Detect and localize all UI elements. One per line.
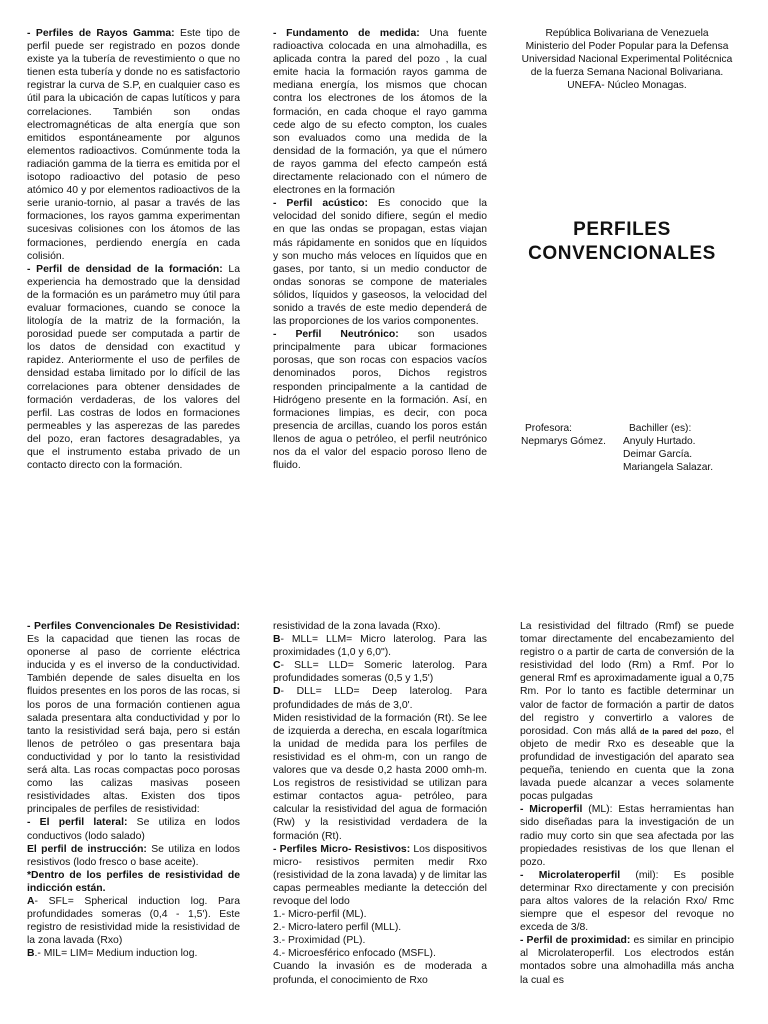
microlaterolog-heading: - Microlateroperfil xyxy=(520,869,621,881)
dll-paragraph xyxy=(273,685,487,711)
proximity-text: es similar en principio al Microlateroperfil. Los electrodos están montados sobre una almohadilla más ancha la cual es xyxy=(520,935,734,986)
column-3-bottom xyxy=(520,620,734,987)
header-line: Universidad Nacional Experimental Politécnica de la fuerza Semana Nacional Bolivariana. xyxy=(521,54,733,79)
mll-paragraph xyxy=(273,633,487,659)
student-name: Deimar García. xyxy=(623,449,693,461)
dll-letter: D xyxy=(273,686,281,698)
lateral-paragraph xyxy=(27,816,240,842)
institution-header xyxy=(520,27,734,92)
neutron-paragraph xyxy=(273,328,487,472)
induction-heading: *Dentro de los perfiles de resistividad de indicción están. xyxy=(27,869,240,894)
gamma-ray-text: Este tipo de perfil puede ser registrado en pozos donde existe ya la tubería de revestimiento o que no tienen esta tubería y donde no es satisfactorio registrar la curva de S.P, en cualquier caso es útil para la ubicación de capas lutíticos y para correlaciones. También son ondas electromagnéticas de alta energía que son emitidos espontáneamente por algunos elementos radioactivos. Comúnmente toda la radiación gamma de la tierra es emitida por el isotopo radioactivo del potasio de peso atómico 40 y por elementos radioactivos de la serie uranio-tornio, al pasar a través de las formaciones, los rayos gamma experimentan sucesivas colisiones con los átomos de las formaciones, perdiendo energía en cada colisión. xyxy=(27,28,240,262)
lateral-heading: - El perfil lateral: xyxy=(27,817,128,829)
mll-text: - MLL= LLM= Micro laterolog. Para las proximidades (1,0 y 6,0"). xyxy=(273,634,487,659)
density-text: La experiencia ha demostrado que la densidad de la formación es un parámetro muy útil para evaluar formaciones, cuando se conoce la litología de la matriz de la formación, la porosidad puede ser computada a partir de los datos de densidad con exactitud y rapidez. Anteriormente el uso de perfiles de densidad estaba limitado por lo difícil de las correlaciones para obtener densidades de formación verdaderas, de los valores del perfil. Las costras de lodos en formaciones permeables y las asperezas de las paredes del pozo, eran factores desagradables, ya que el instrumento estaba privado de un contacto directo con la formación. xyxy=(27,263,240,472)
induction-heading-paragraph xyxy=(27,869,240,895)
neutron-text: son usados principalmente para ubicar formaciones porosas, que son rocas con espacios vacíos denominados poros, Dichos registros responden principalmente a la cantidad de Hidrógeno presente en la formación. Así, en formaciones limpias, es decir, con poca presencia de arcillas, cuando los poros están llenos de agua o petróleo, el perfil neutrónico nos da el valor del espacio poroso lleno de fluido. xyxy=(273,329,487,472)
column-2-bottom xyxy=(273,620,487,987)
list-item: 3.- Proximidad (PL). xyxy=(273,935,366,947)
continuation-text: resistividad de la zona lavada (Rxo). xyxy=(273,621,441,632)
filtrate-text: La resistividad del filtrado (Rmf) se puede tomar directamente del encabezamiento del registro o a partir de carta de conversión de la resistividad del lodo (Rm) a Rmf. Por lo general Rmf es aproximadamente igual a 0,75 Rm. Por lo tanto es factible determinar un valor de factor de formación a partir de datos del registro y convertirlo a valores de porosidad. Con más allá xyxy=(520,621,734,737)
instruction-text: Se utiliza en lodos resistivos (lodo fresco o base aceite). xyxy=(27,843,240,868)
microlaterolog-text: (mil): Es posible determinar Rxo directamente y con precisión para altos valores de la relación Rxo/ Rmc siempre que el espesor del revoque no exceda de 3/8. xyxy=(520,869,734,934)
student-name: Anyuly Hurtado. xyxy=(623,436,696,448)
lateral-text: Se utiliza en lodos conductivos (lodo salado) xyxy=(27,817,240,842)
resistivity-paragraph xyxy=(27,620,240,816)
acoustic-heading: - Perfil acústico: xyxy=(273,198,368,210)
student-name: Mariangela Salazar. xyxy=(623,462,714,474)
rt-text: Miden resistividad de la formación (Rt). Se lee de izquierda a derecha, en escala logarítmica la unidad de medida para los perfiles de resistividad es el ohm-m, con un rango de valores que va desde 0,2 hasta 2000 omh-m. Los registros de resistividad se utilizan para estimar contactos agua- petróleo, para calcular la resistividad del agua de formación (Rw) y la resistividad verdadera de la formación (Rt). xyxy=(273,712,487,842)
mil-text: .- MIL= LIM= Medium induction log. xyxy=(34,948,198,960)
professor-label: Profesora: xyxy=(525,423,572,434)
column-1-bottom xyxy=(27,620,240,960)
measurement-heading: - Fundamento de medida: xyxy=(273,28,420,39)
density-paragraph xyxy=(27,263,240,473)
acoustic-text: Es conocido que la velocidad del sonido difiere, según el medio en que las ondas se propagan, estas viajan más rápidamente en sonidos que en líquidos y son mucho más veloces en líquidos que en gases, por tanto, si un medio conductor de ondas sonoras se compone de materiales sólidos, líquidos y gaseosos, la velocidad del sonido a través de este medio dependerá de las proporciones de los varios componentes. xyxy=(273,198,487,328)
proximity-paragraph xyxy=(520,934,734,986)
mil-paragraph xyxy=(27,947,240,960)
header-line: UNEFA- Núcleo Monagas. xyxy=(567,80,687,92)
sll-paragraph xyxy=(273,659,487,685)
gamma-ray-heading: - Perfiles de Rayos Gamma: xyxy=(27,28,175,39)
sfl-paragraph xyxy=(27,895,240,947)
microlog-text: (ML): Estas herramientas han sido diseñadas para la investigación de un radio muy corto sin que sea afectada por las propiedades resistivas de los que llenan el pozo. xyxy=(520,804,734,868)
microlog-heading: - Microperfil xyxy=(520,804,583,816)
document-title: PERFILES CONVENCIONALES xyxy=(528,219,716,264)
invasion-paragraph xyxy=(273,960,487,986)
micro-resistive-text: Los dispositivos micro- resistivos permiten medir Rxo (resistividad de la zona lavada) y de limitar las capas permeables mediante la detección del revoque del lodo xyxy=(273,843,487,907)
mll-letter: B xyxy=(273,634,281,646)
sll-text: - SLL= LLD= Someric laterolog. Para profundidades someras (0,5 y 1,5') xyxy=(273,660,487,685)
neutron-heading: - Perfil Neutrónico: xyxy=(273,329,399,341)
column-2-top xyxy=(273,27,487,472)
students-label: Bachiller (es): xyxy=(629,423,692,434)
professor-name: Nepmarys Gómez. xyxy=(521,436,606,448)
instruction-heading: El perfil de instrucción: xyxy=(27,843,147,855)
header-line: República Bolivariana de Venezuela xyxy=(545,28,709,39)
measurement-text: Una fuente radioactiva colocada en una almohadilla, es aplicada contra la pared del pozo , la cual emite hacia la formación rayos gamma de mediana energía, los mismos que chocan contra los electrones de los átomos de la formación, en cada choque el rayo gamma cede algo de su efecto compton, los cuales son evaluados como una medida de la densidad de la formación, ya que el número de rayos gamma del efecto campeón está directamente relacionado con el número de electrones en la formación xyxy=(273,28,487,197)
micro-resistive-heading: - Perfiles Micro- Resistivos: xyxy=(273,843,411,855)
microlog-paragraph xyxy=(520,803,734,868)
rt-paragraph xyxy=(273,712,487,843)
gamma-ray-paragraph xyxy=(27,27,240,263)
filtrate-small-text: de la pared del pozo xyxy=(636,726,719,736)
students-block xyxy=(623,422,743,474)
filtrate-paragraph xyxy=(520,620,734,803)
sfl-letter: A xyxy=(27,895,35,907)
list-item: 2.- Micro-latero perfil (MLL). xyxy=(273,922,402,934)
resistivity-heading: - Perfiles Convencionales De Resistividad: xyxy=(27,621,240,632)
sll-letter: C xyxy=(273,660,281,672)
header-line: Ministerio del Poder Popular para la Defensa xyxy=(525,41,729,53)
measurement-paragraph xyxy=(273,27,487,197)
instruction-paragraph xyxy=(27,843,240,869)
list-item: 1.- Micro-perfil (ML). xyxy=(273,909,367,921)
micro-resistive-paragraph xyxy=(273,843,487,908)
mil-letter: B xyxy=(27,948,35,960)
resistivity-text: Es la capacidad que tienen las rocas de oponerse al paso de corriente eléctrica inducida y es el inverso de la conductividad. También depende de sales disuelta en los fluidos presentes en los poros de las rocas, si los poros de una formación contienen agua salada presentara alta conductividad y por lo tanto la resistividad será baja, pero si están llenos de petróleo o gas presentara baja conductividad y por lo tanto la resistividad será alta. Las rocas compactas poco porosas como las calizas masivas poseen resistividades altas. Existen dos tipos principales de perfiles de resistividad: xyxy=(27,634,240,816)
density-heading: - Perfil de densidad de la formación: xyxy=(27,263,223,275)
sfl-text: - SFL= Spherical induction log. Para profundidades someras (0,4 - 1,5'). Este registro de resistividad mide la resistividad de la zona lavada (Rxo) xyxy=(27,895,240,947)
professor-block xyxy=(521,422,631,448)
proximity-heading: - Perfil de proximidad: xyxy=(520,935,631,947)
continuation-paragraph xyxy=(273,620,487,633)
dll-text: - DLL= LLD= Deep laterolog. Para profundidades de más de 3,0'. xyxy=(273,686,487,711)
column-1-top xyxy=(27,27,240,472)
list-item: 4.- Microesférico enfocado (MSFL). xyxy=(273,948,436,960)
filtrate-text-2: , el objeto de medir Rxo es deseable que la profundidad de investigación del aparato sea pequeña, teniendo en cuenta que la zona lavada puede alcanzar a veces solamente pocas pulgadas xyxy=(520,725,734,803)
microlaterolog-paragraph xyxy=(520,869,734,934)
invasion-text: Cuando la invasión es de moderada a profunda, el conocimiento de Rxo xyxy=(273,961,487,986)
acoustic-paragraph xyxy=(273,197,487,328)
